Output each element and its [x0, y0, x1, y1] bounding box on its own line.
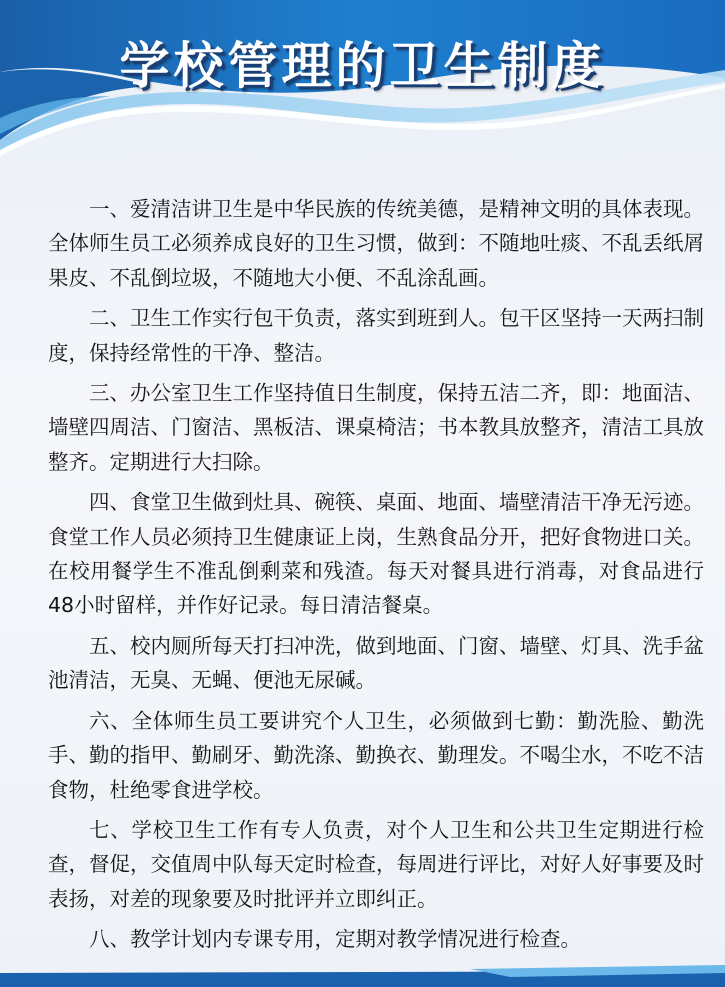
paragraph-6: 六、全体师生员工要讲究个人卫生，必须做到七勤：勤洗脸、勤洗手、勤的指甲、勤刷牙、勤洗涤、勤换衣、勤理发。不喝尘水，不吃不洁食物，杜绝零食进学校。 [48, 708, 704, 802]
regulation-body [48, 192, 704, 963]
paragraph-2: 二、卫生工作实行包干负责，落实到班到人。包干区坚持一天两扫制度，保持经常性的干净、整洁。 [48, 306, 704, 365]
paragraph-5: 五、校内厕所每天打扫冲洗，做到地面、门窗、墙壁、灯具、洗手盆池清洁，无臭、无蝇、便池无尿碱。 [48, 633, 704, 693]
paragraph-1: 一、爱清洁讲卫生是中华民族的传统美德，是精神文明的具体表现。全体师生员工必须养成良好的卫生习惯，做到：不随地吐痰、不乱丢纸屑果皮、不乱倒垃圾，不随地大小便、不乱涂乱画。 [48, 197, 704, 290]
paragraph-7: 七、学校卫生工作有专人负责，对个人卫生和公共卫生定期进行检查，督促，交值周中队每天定时检查，每周进行评比，对好人好事要及时表扬，对差的现象要及时批评并立即纠正。 [48, 817, 704, 911]
paragraph-8: 八、教学计划内专课专用，定期对教学情况进行检查。 [89, 927, 581, 952]
page-title: 学校管理的卫生制度 [119, 37, 606, 95]
paragraph-3: 三、办公室卫生工作坚持值日生制度，保持五洁二齐，即：地面洁、墙壁四周洁、门窗洁、黑板洁、课桌椅洁；书本教具放整齐，清洁工具放整齐。定期进行大扫除。 [48, 381, 704, 474]
footer-band [0, 965, 725, 987]
paragraph-4: 四、食堂卫生做到灶具、碗筷、桌面、地面、墙壁清洁干净无污迹。食堂工作人员必须持卫生健康证上岗，生熟食品分开，把好食物进口关。在校用餐学生不准乱倒剩菜和残渣。每天对餐具进行消毒，对食品进行48小时留样，并作好记录。每日清洁餐桌。 [48, 490, 704, 618]
